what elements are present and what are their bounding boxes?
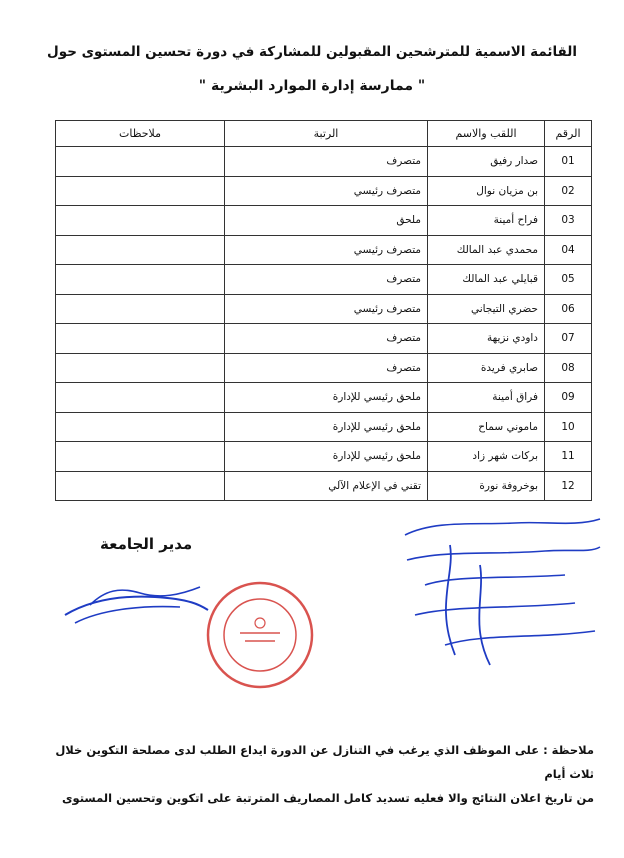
row-number: 02 <box>545 176 592 206</box>
row-name: بن مزيان نوال <box>428 176 545 206</box>
row-number: 04 <box>545 235 592 265</box>
university-stamp <box>200 575 320 695</box>
table-row <box>56 147 592 177</box>
row-name: حضري التيجاني <box>428 294 545 324</box>
row-rank: متصرف رئيسي <box>225 294 428 324</box>
row-name: فراق أمينة <box>428 383 545 413</box>
participants-table <box>55 120 592 501</box>
row-rank: متصرف <box>225 265 428 295</box>
row-name: فراح أمينة <box>428 206 545 236</box>
row-notes <box>56 471 225 501</box>
row-notes <box>56 294 225 324</box>
table-row <box>56 353 592 383</box>
row-rank: متصرف <box>225 147 428 177</box>
director-label: مدير الجامعة <box>100 535 193 553</box>
row-rank: ملحق رئيسي للإدارة <box>225 412 428 442</box>
row-notes <box>56 147 225 177</box>
row-number: 07 <box>545 324 592 354</box>
table-header-row <box>56 121 592 147</box>
director-signature <box>60 575 210 645</box>
row-notes <box>56 353 225 383</box>
row-number: 09 <box>545 383 592 413</box>
row-rank: متصرف رئيسي <box>225 176 428 206</box>
row-name: بركات شهر زاد <box>428 442 545 472</box>
row-number: 11 <box>545 442 592 472</box>
row-number: 10 <box>545 412 592 442</box>
table-row <box>56 294 592 324</box>
row-name: محمدي عبد المالك <box>428 235 545 265</box>
row-notes <box>56 206 225 236</box>
footnote-line: من تاريخ اعلان النتائج والا فعليه تسديد كامل المصاريف المترتبة على اتكوين وتحسين المستوى <box>61 791 594 805</box>
footnote <box>30 738 594 810</box>
row-rank: متصرف <box>225 324 428 354</box>
row-notes <box>56 265 225 295</box>
row-number: 03 <box>545 206 592 236</box>
row-number: 12 <box>545 471 592 501</box>
row-rank: تقني في الإعلام الآلي <box>225 471 428 501</box>
row-number: 08 <box>545 353 592 383</box>
row-rank: ملحق رئيسي للإدارة <box>225 442 428 472</box>
row-name: صدار رفيق <box>428 147 545 177</box>
row-notes <box>56 324 225 354</box>
row-name: قبايلي عبد المالك <box>428 265 545 295</box>
row-number: 06 <box>545 294 592 324</box>
row-notes <box>56 383 225 413</box>
table-row <box>56 412 592 442</box>
row-notes <box>56 176 225 206</box>
footnote-line: ملاحظة : على الموظف الذي يرغب في التنازل عن الدورة ايداع الطلب لدى مصلحة التكوين خلال ثلاث أيام <box>55 743 594 781</box>
row-name: ماموني سماح <box>428 412 545 442</box>
participant-signatures <box>395 505 605 675</box>
row-rank: ملحق رئيسي للإدارة <box>225 383 428 413</box>
table-row <box>56 442 592 472</box>
row-name: بوخروفة نورة <box>428 471 545 501</box>
header-rank: الرتبة <box>225 121 428 147</box>
row-name: داودي نزيهة <box>428 324 545 354</box>
row-rank: ملحق <box>225 206 428 236</box>
table-row <box>56 471 592 501</box>
table-row <box>56 176 592 206</box>
row-notes <box>56 442 225 472</box>
row-notes <box>56 412 225 442</box>
header-notes: ملاحظات <box>56 121 225 147</box>
header-number: الرقم <box>545 121 592 147</box>
row-number: 05 <box>545 265 592 295</box>
row-number: 01 <box>545 147 592 177</box>
row-rank: متصرف <box>225 353 428 383</box>
row-notes <box>56 235 225 265</box>
header-name: اللقب والاسم <box>428 121 545 147</box>
table-row <box>56 235 592 265</box>
document-title: القائمة الاسمية للمترشحين المقبولين للمشاركة في دورة تحسين المستوى حول <box>47 44 577 60</box>
table-row <box>56 265 592 295</box>
table-row <box>56 324 592 354</box>
table-row <box>56 206 592 236</box>
table-row <box>56 383 592 413</box>
course-title: " ممارسة إدارة الموارد البشرية " <box>198 78 426 94</box>
row-rank: متصرف رئيسي <box>225 235 428 265</box>
row-name: صابري فريدة <box>428 353 545 383</box>
